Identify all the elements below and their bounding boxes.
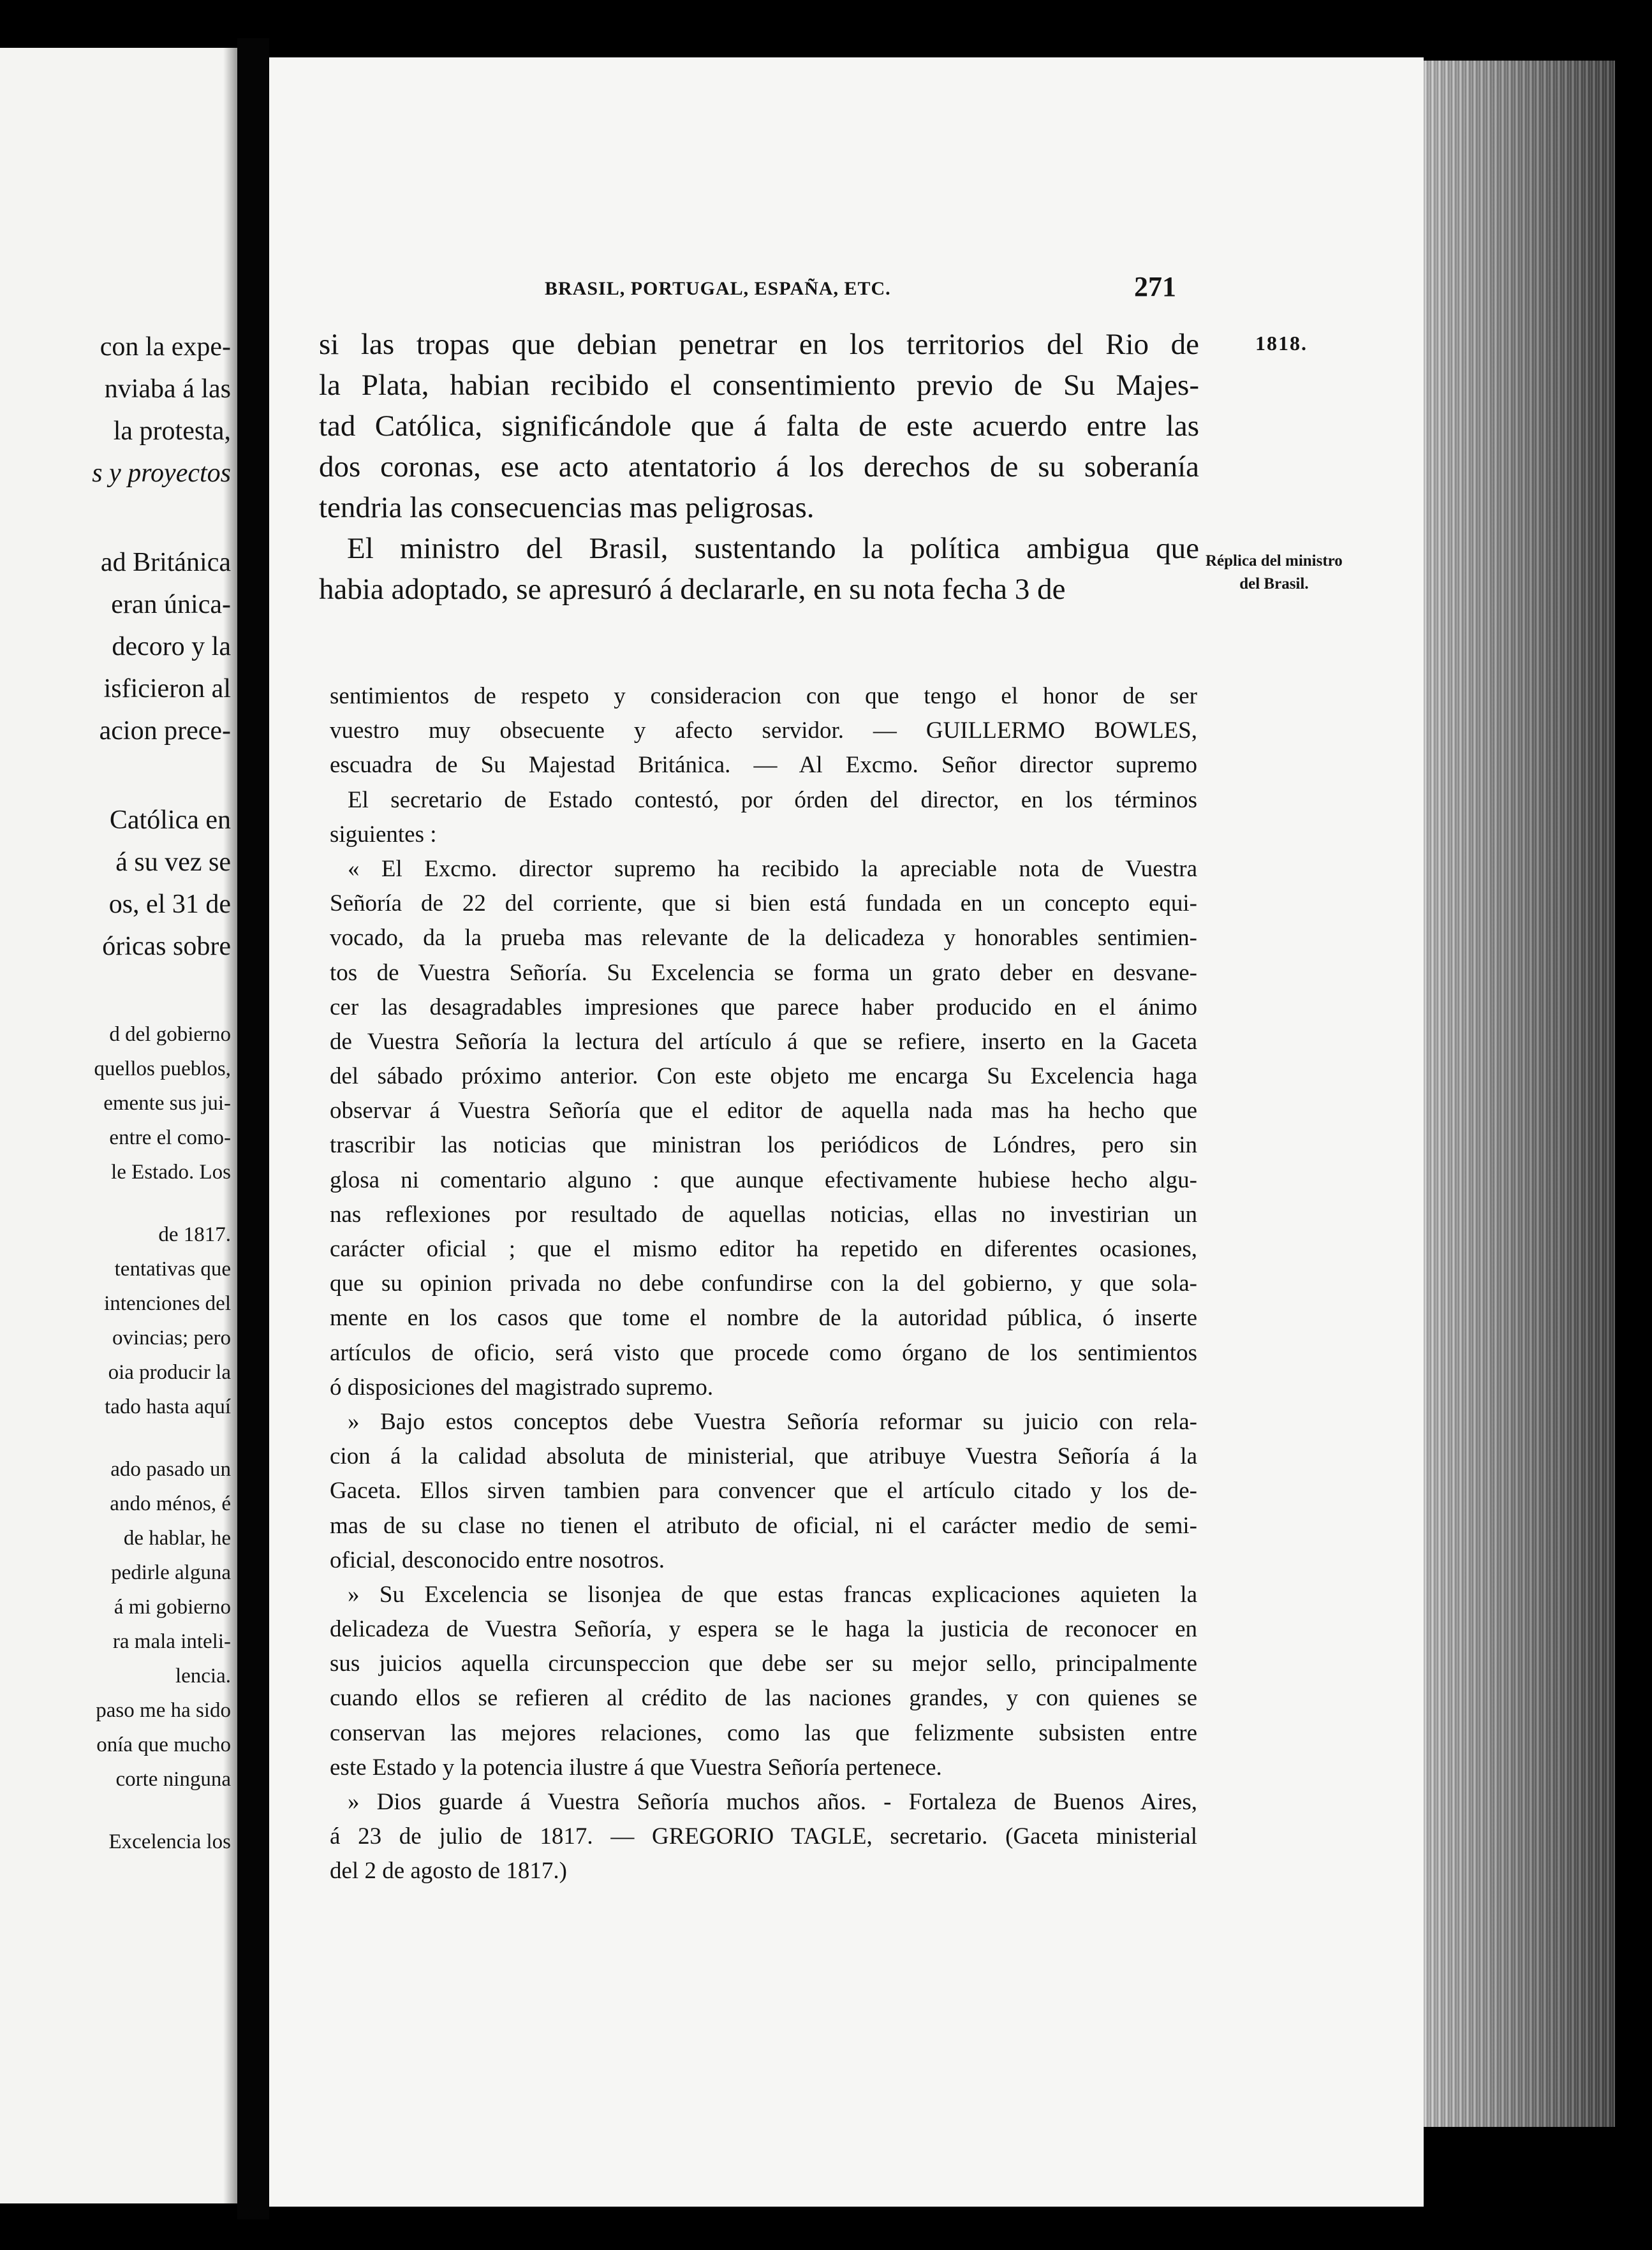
main-text-line: habia adoptado, se apresuró á declararle, en su nota fecha 3 de [319, 573, 1066, 606]
footnote-line: mente en los casos que tome el nombre de la autoridad pública, ó inserte [330, 1305, 1197, 1332]
book-gutter [237, 38, 269, 2219]
footnote-line: » Su Excelencia se lisonjea de que estas francas explicaciones aquieten la [348, 1581, 1197, 1608]
margin-year: 1818. [1255, 332, 1308, 355]
footnote-line: del 2 de agosto de 1817.) [330, 1858, 567, 1885]
footnote-line: Señoría de 22 del corriente, que si bien está fundada en un concepto equi- [330, 890, 1197, 917]
footnote-line: escuadra de Su Majestad Británica. — Al Excmo. Señor director supremo [330, 752, 1197, 779]
footnote-line: del sábado próximo anterior. Con este objeto me encarga Su Excelencia haga [330, 1063, 1197, 1090]
footnote-line: oficial, desconocido entre nosotros. [330, 1547, 665, 1573]
footnote-line: mas de su clase no tienen el atributo de oficial, ni el carácter medio de semi- [330, 1512, 1197, 1539]
left-page-line: Católica en [109, 805, 231, 835]
left-page-line: ad Británica [100, 548, 231, 577]
left-page-line: isficieron al [103, 674, 231, 703]
footnote-line: cuando ellos se refieren al crédito de las naciones grandes, y con quienes se [330, 1685, 1197, 1712]
footnote-line: siguientes : [330, 821, 437, 848]
left-page-line: acion prece- [99, 716, 231, 746]
footnote-line: » Bajo estos conceptos debe Vuestra Señoría reformar su juicio con rela- [348, 1408, 1197, 1435]
main-text [319, 324, 1199, 610]
main-text-line: El ministro del Brasil, sustentando la política ambigua que [347, 532, 1199, 565]
footnote-line: « El Excmo. director supremo ha recibido la apreciable nota de Vuestra [348, 855, 1197, 882]
footnote-line: ó disposiciones del magistrado supremo. [330, 1374, 714, 1401]
margin-topic-line: del Brasil. [1239, 575, 1309, 592]
left-page-line: intenciones del [104, 1292, 231, 1315]
footnote-line: » Dios guarde á Vuestra Señoría muchos años. - Fortaleza de Buenos Aires, [348, 1789, 1197, 1815]
footnote-line: sus juicios aquella circunspeccion que debe ser su mejor sello, principalmente [330, 1651, 1197, 1677]
margin-topic-line: Réplica del ministro [1206, 552, 1343, 570]
page-number: 271 [1134, 271, 1176, 302]
left-page-line: la protesta, [113, 416, 231, 446]
left-page-line: con la expe- [100, 332, 231, 362]
footnote [330, 679, 1197, 1889]
left-page-line: d del gobierno [109, 1023, 231, 1046]
left-page-line: paso me ha sido [96, 1699, 231, 1722]
main-text-line: tendria las consecuencias mas peligrosas. [319, 491, 815, 524]
left-page-line: ra mala inteli- [112, 1630, 231, 1653]
footnote-line: artículos de oficio, será visto que procede como órgano de los sentimientos [330, 1339, 1197, 1366]
footnote-line: vuestro muy obsecuente y afecto servidor. — GUILLERMO BOWLES, [330, 717, 1197, 744]
left-page-line: le Estado. Los [111, 1161, 231, 1184]
footnote-line: El secretario de Estado contestó, por órden del director, en los términos [348, 786, 1197, 813]
left-page-line: corte ninguna [115, 1768, 231, 1791]
margin-topic-note [1206, 550, 1343, 596]
footnote-line: observar á Vuestra Señoría que el editor de aquella nada mas ha hecho que [330, 1098, 1197, 1124]
running-head [545, 271, 1183, 310]
footnote-line: glosa ni comentario alguno : que aunque efectivamente hubiese hecho algu- [330, 1166, 1197, 1193]
left-page-fragment [0, 48, 237, 2203]
left-page-line: eran única- [111, 590, 231, 619]
left-page-line: emente sus jui- [103, 1092, 231, 1115]
left-page-line: lencia. [175, 1665, 231, 1688]
footnote-line: á 23 de julio de 1817. — GREGORIO TAGLE, secretario. (Gaceta ministerial [330, 1823, 1197, 1850]
footnote-line: Gaceta. Ellos sirven tambien para convencer que el artículo citado y los de- [330, 1478, 1197, 1504]
left-page-line: entre el como- [109, 1126, 231, 1149]
footnote-line: conservan las mejores relaciones, como las que felizmente subsisten entre [330, 1719, 1197, 1746]
main-text-line: la Plata, habian recibido el consentimiento previo de Su Majes- [319, 369, 1199, 402]
left-page-line: os, el 31 de [108, 890, 231, 919]
footnote-line: carácter oficial ; que el mismo editor ha repetido en diferentes ocasiones, [330, 1236, 1197, 1262]
left-page-line: quellos pueblos, [94, 1057, 231, 1080]
main-text-line: dos coronas, ese acto atentatorio á los derechos de su soberanía [319, 450, 1199, 483]
footnote-line: nas reflexiones por resultado de aquellas noticias, ellas no investirian un [330, 1201, 1197, 1228]
left-page-line: onía que mucho [96, 1733, 231, 1756]
left-page-line: ado pasado un [110, 1458, 231, 1481]
left-page-line: de hablar, he [123, 1527, 231, 1550]
left-page-line: nviaba á las [104, 374, 231, 404]
left-page-line: óricas sobre [102, 932, 231, 961]
left-page-line: á mi gobierno [114, 1596, 231, 1619]
footnote-line: cer las desagradables impresiones que parece haber producido en el ánimo [330, 994, 1197, 1020]
left-page-line: pedirle alguna [111, 1561, 231, 1584]
footnote-line: sentimientos de respeto y consideracion con que tengo el honor de ser [330, 683, 1197, 709]
left-page-line: oia producir la [108, 1361, 231, 1384]
main-text-line: tad Católica, significándole que á falta de este acuerdo entre las [319, 409, 1199, 443]
left-page-line: decoro y la [112, 632, 231, 661]
footnote-line: delicadeza de Vuestra Señoría, y espera se le haga la justicia de reconocer en [330, 1616, 1197, 1643]
left-page-line: ando ménos, é [110, 1492, 231, 1515]
left-page-line: Excelencia los [108, 1830, 231, 1853]
left-page-line: tentativas que [114, 1258, 231, 1281]
left-page-line: de 1817. [158, 1223, 231, 1246]
left-page-line: s y proyectos [92, 459, 231, 488]
footnote-line: vocado, da la prueba mas relevante de la delicadeza y honorables sentimien- [330, 925, 1197, 952]
footnote-line: cion á la calidad absoluta de ministerial, que atribuye Vuestra Señoría á la [330, 1443, 1197, 1470]
footnote-line: tos de Vuestra Señoría. Su Excelencia se forma un grato deber en desvane- [330, 959, 1197, 986]
main-text-line: si las tropas que debian penetrar en los territorios del Rio de [319, 328, 1199, 361]
footnote-line: trascribir las noticias que ministran los periódicos de Lóndres, pero sin [330, 1132, 1197, 1159]
page-edges [1424, 61, 1615, 2127]
footnote-line: de Vuestra Señoría la lectura del artículo á que se refiere, inserto en la Gaceta [330, 1028, 1197, 1055]
left-page-curve-shadow [223, 48, 237, 2203]
running-head-title: BRASIL, PORTUGAL, ESPAÑA, ETC. [545, 278, 891, 299]
footnote-line: este Estado y la potencia ilustre á que Vuestra Señoría pertenece. [330, 1754, 942, 1781]
left-page-line: tado hasta aquí [105, 1395, 231, 1418]
left-page-line: ovincias; pero [112, 1327, 231, 1349]
footnote-line: que su opinion privada no debe confundirse con la del gobierno, y que sola- [330, 1270, 1197, 1297]
left-page-line: á su vez se [115, 848, 231, 877]
